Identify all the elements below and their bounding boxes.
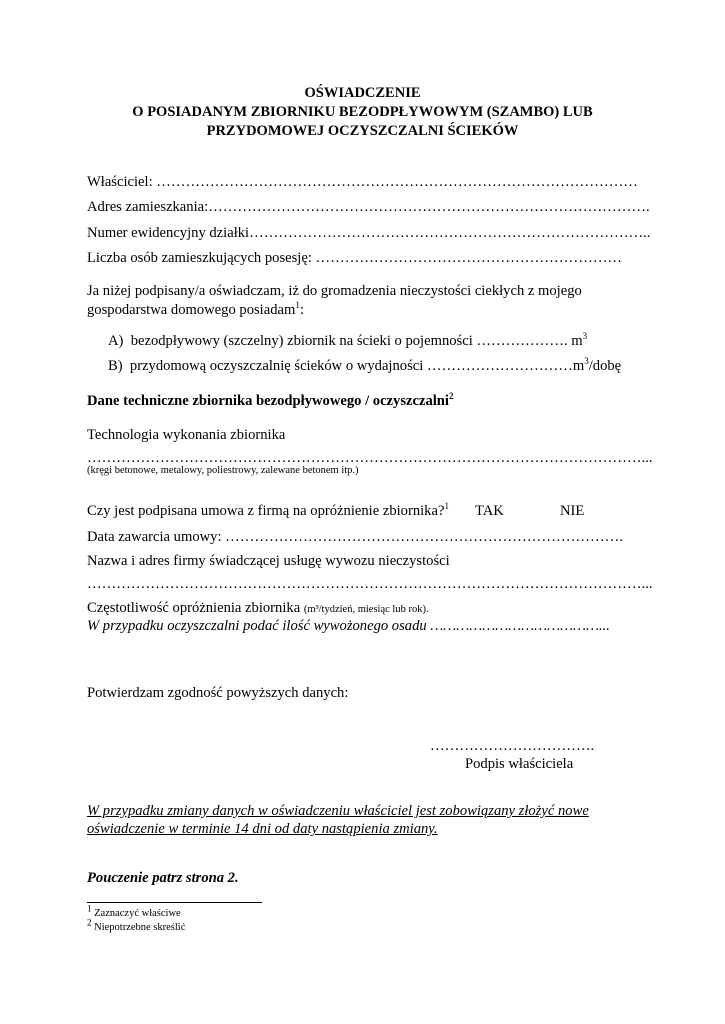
- technical-heading-text: Dane techniczne zbiornika bezodpływowego / oczyszczalni: [87, 393, 449, 409]
- declaration-line-2: [87, 302, 304, 319]
- option-b-unit-end: /dobę: [588, 358, 622, 374]
- tank-technology-field[interactable]: ……………………………………………………………………………………………………...: [87, 450, 653, 466]
- parcel-number-field[interactable]: Numer ewidencyjny działki………………………………………………………………………..: [87, 225, 651, 241]
- footnote-ref-1b: 1: [444, 501, 449, 512]
- title-line-1: OŚWIADCZENIE: [304, 85, 421, 101]
- footnote-divider: [87, 902, 262, 903]
- change-notice-line-1: W przypadku zmiany danych w oświadczeniu właściciel jest zobowiązany złożyć nowe: [87, 803, 589, 819]
- option-a-unit-sup: 3: [582, 331, 588, 342]
- footnote-ref-2: 2: [448, 391, 454, 402]
- sludge-amount-field[interactable]: W przypadku oczyszczalni podać ilość wywożonego osadu …………………………………...: [87, 618, 610, 634]
- document-title: [0, 84, 725, 141]
- owner-field[interactable]: Właściciel: ………………………………………………………………………………………: [87, 174, 638, 190]
- company-field[interactable]: ……………………………………………………………………………………………………...: [87, 576, 653, 592]
- contract-question: [87, 503, 449, 520]
- tank-technology-label: Technologia wykonania zbiornika: [87, 427, 286, 443]
- option-b-text: przydomową oczyszczalnię ścieków o wydajności …………………………m: [129, 358, 585, 374]
- footnote-1: [87, 903, 181, 919]
- address-field[interactable]: Adres zamieszkania:……………………………………………………………………………….: [87, 199, 650, 215]
- title-line-2: O POSIADANYM ZBIORNIKU BEZODPŁYWOWYM (SZAMBO) LUB: [132, 104, 593, 120]
- frequency-line[interactable]: [87, 600, 429, 617]
- confirmation-text: Potwierdzam zgodność powyższych danych:: [87, 685, 349, 701]
- contract-yes-option[interactable]: TAK: [475, 503, 504, 519]
- option-a-text: bezodpływowy (szczelny) zbiornik na ścieki o pojemności ………………. m: [130, 333, 583, 349]
- technical-heading: [87, 393, 453, 410]
- declaration-line-2-text: gospodarstwa domowego posiadam: [87, 302, 296, 318]
- option-b-label: B): [108, 358, 123, 374]
- option-b[interactable]: [108, 358, 621, 375]
- footnote-1-text: Zaznaczyć właściwe: [94, 908, 181, 919]
- frequency-hint: (m³/tydzień, miesiąc lub rok).: [303, 604, 429, 615]
- title-line-3: PRZYDOMOWEJ OCZYSZCZALNI ŚCIEKÓW: [206, 123, 519, 139]
- signature-label: Podpis właściciela: [465, 756, 574, 772]
- declaration-colon: :: [299, 302, 304, 318]
- option-b-unit-sup: 3: [584, 356, 589, 367]
- frequency-label: Częstotliwość opróżnienia zbiornika: [87, 600, 301, 616]
- declaration-line-1: Ja niżej podpisany/a oświadczam, iż do gromadzenia nieczystości ciekłych z mojego: [87, 283, 582, 299]
- change-notice-line-2: oświadczenie w terminie 14 dni od daty nastąpienia zmiany.: [87, 821, 438, 837]
- contract-date-field[interactable]: Data zawarcia umowy: ……………………………………………………………………….: [87, 529, 623, 545]
- contract-no-option[interactable]: NIE: [560, 503, 585, 519]
- residents-count-field[interactable]: Liczba osób zamieszkujących posesję: ………………………………………………………: [87, 250, 623, 266]
- contract-question-text: Czy jest podpisana umowa z firmą na opróżnienie zbiornika?: [87, 503, 445, 519]
- footnote-2-number: 2: [87, 917, 92, 928]
- option-a-label: A): [108, 333, 124, 349]
- footnote-2: [87, 917, 186, 933]
- signature-line[interactable]: …………………………….: [430, 738, 595, 754]
- company-label: Nazwa i adres firmy świadczącej usługę wywozu nieczystości: [87, 553, 450, 569]
- instruction-note: Pouczenie patrz strona 2.: [87, 870, 239, 886]
- option-a[interactable]: [108, 333, 587, 350]
- tank-technology-hint: (kręgi betonowe, metalowy, poliestrowy, zalewane betonem itp.): [87, 465, 359, 476]
- footnote-ref-1: 1: [295, 300, 300, 311]
- footnote-2-text: Niepotrzebne skreślić: [94, 922, 186, 933]
- footnote-1-number: 1: [87, 903, 92, 914]
